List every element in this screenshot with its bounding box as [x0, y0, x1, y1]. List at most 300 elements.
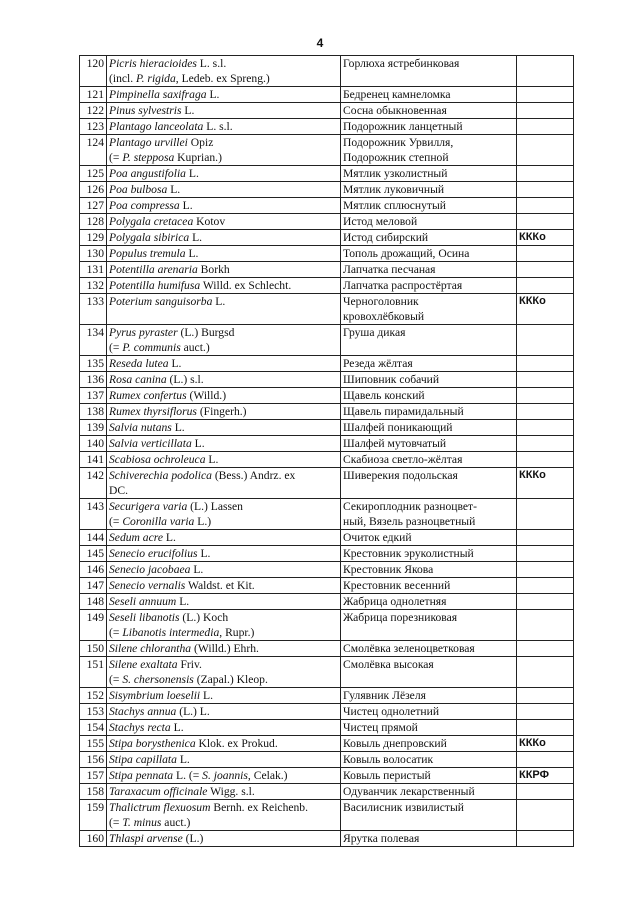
russian-name-line: Черноголовник — [343, 295, 419, 308]
conservation-status — [517, 704, 574, 720]
latin-name-line — [109, 720, 338, 735]
table-row — [80, 530, 574, 546]
species-table — [79, 55, 574, 847]
latin-name-line — [109, 688, 338, 703]
author-citation: (= — [109, 515, 123, 528]
russian-name-cell — [341, 230, 517, 246]
conservation-status — [517, 388, 574, 404]
russian-name-line: Шалфей мутовчатый — [343, 437, 447, 450]
conservation-status — [517, 610, 574, 641]
row-number: 134 — [80, 325, 107, 356]
row-number: 159 — [80, 800, 107, 831]
taxon-name: S. chersonensis — [122, 673, 194, 686]
author-citation: Kotov — [193, 215, 226, 228]
russian-name-cell — [341, 768, 517, 784]
author-citation: Willd. ex Schlecht. — [200, 279, 292, 292]
russian-name-cell — [341, 562, 517, 578]
author-citation: (L.) L. — [176, 705, 210, 718]
russian-name-cell — [341, 198, 517, 214]
author-citation: L. — [206, 88, 220, 101]
author-citation: L.) — [194, 515, 212, 528]
row-number: 158 — [80, 784, 107, 800]
conservation-status — [517, 372, 574, 388]
conservation-status — [517, 135, 574, 166]
conservation-status — [517, 404, 574, 420]
author-citation: (Zapal.) Kleop. — [193, 673, 268, 686]
taxon-name: T. minus — [122, 816, 162, 829]
conservation-status — [517, 436, 574, 452]
table-row — [80, 499, 574, 530]
russian-name-cell — [341, 546, 517, 562]
conservation-status — [517, 688, 574, 704]
russian-name-cell — [341, 103, 517, 119]
russian-name-cell — [341, 135, 517, 166]
taxon-name: Scabiosa ochroleuca — [109, 453, 206, 466]
latin-name-cell — [107, 56, 341, 87]
conservation-status — [517, 87, 574, 103]
russian-name-line: Жабрица порезниковая — [343, 611, 458, 624]
taxon-name: Schiverechia podolica — [109, 469, 212, 482]
taxon-name: Pyrus pyraster — [109, 326, 178, 339]
author-citation: L. — [170, 721, 184, 734]
latin-name-line — [109, 278, 338, 293]
latin-name-cell — [107, 404, 341, 420]
table-row — [80, 546, 574, 562]
conservation-status — [517, 278, 574, 294]
russian-name-cell — [341, 688, 517, 704]
latin-name-cell — [107, 214, 341, 230]
conservation-status — [517, 103, 574, 119]
taxon-name: Stachys recta — [109, 721, 171, 734]
latin-name-line — [109, 404, 338, 419]
russian-name-line: Василисник извилистый — [343, 801, 464, 814]
russian-name-line: Подорожник ланцетный — [343, 120, 463, 133]
latin-name-cell — [107, 325, 341, 356]
latin-name-cell — [107, 87, 341, 103]
latin-name-cell — [107, 103, 341, 119]
table-row — [80, 372, 574, 388]
russian-name-line: Крестовник Якова — [343, 563, 434, 576]
latin-name-line — [109, 815, 338, 830]
author-citation: (Willd.) Ehrh. — [191, 642, 259, 655]
conservation-status: КККо — [517, 468, 574, 499]
author-citation: Waldst. et Kit. — [185, 579, 255, 592]
russian-name-cell — [341, 704, 517, 720]
row-number: 132 — [80, 278, 107, 294]
latin-name-cell — [107, 452, 341, 468]
latin-name-cell — [107, 657, 341, 688]
table-row — [80, 388, 574, 404]
russian-name-line: Жабрица однолетняя — [343, 595, 447, 608]
latin-name-cell — [107, 800, 341, 831]
latin-name-line — [109, 784, 338, 799]
table-row — [80, 294, 574, 325]
latin-name-cell — [107, 166, 341, 182]
taxon-name: Senecio jacobaea — [109, 563, 191, 576]
latin-name-cell — [107, 262, 341, 278]
russian-name-line: Смолёвка зеленоцветковая — [343, 642, 475, 655]
table-row — [80, 436, 574, 452]
row-number: 124 — [80, 135, 107, 166]
row-number: 153 — [80, 704, 107, 720]
author-citation: (L.) Koch — [179, 611, 229, 624]
russian-name-line: Щавель конский — [343, 389, 425, 402]
author-citation: (Bess.) Andrz. ex — [211, 469, 296, 482]
latin-name-cell — [107, 768, 341, 784]
russian-name-cell — [341, 641, 517, 657]
table-row — [80, 135, 574, 166]
latin-name-line — [109, 452, 338, 467]
author-citation: (incl. — [109, 72, 137, 85]
russian-name-line: Смолёвка высокая — [343, 658, 434, 671]
conservation-status — [517, 214, 574, 230]
russian-name-cell — [341, 214, 517, 230]
row-number: 150 — [80, 641, 107, 657]
russian-name-cell — [341, 294, 517, 325]
russian-name-line: Ярутка полевая — [343, 832, 420, 845]
taxon-name: Seseli annuum — [109, 595, 177, 608]
russian-name-line: кровохлёбковый — [343, 310, 425, 323]
russian-name-line: Секироплодник разноцвет- — [343, 500, 477, 513]
taxon-name: Poa compressa — [109, 199, 180, 212]
russian-name-line: Щавель пирамидальный — [343, 405, 464, 418]
latin-name-cell — [107, 578, 341, 594]
taxon-name: Reseda lutea — [109, 357, 169, 370]
author-citation: Friv. — [177, 658, 202, 671]
row-number: 144 — [80, 530, 107, 546]
table-row — [80, 657, 574, 688]
table-row — [80, 736, 574, 752]
author-citation: L. — [200, 689, 214, 702]
taxon-name: P. stepposa — [122, 151, 175, 164]
russian-name-cell — [341, 499, 517, 530]
conservation-status — [517, 641, 574, 657]
table-row — [80, 246, 574, 262]
table-row — [80, 198, 574, 214]
conservation-status — [517, 578, 574, 594]
russian-name-line: Лапчатка распростёртая — [343, 279, 463, 292]
latin-name-line — [109, 246, 338, 261]
author-citation: L. — [189, 231, 203, 244]
latin-name-cell — [107, 246, 341, 262]
russian-name-cell — [341, 720, 517, 736]
taxon-name: Poa angustifolia — [109, 167, 186, 180]
taxon-name: Silene exaltata — [109, 658, 178, 671]
latin-name-cell — [107, 610, 341, 641]
conservation-status: ККРФ — [517, 768, 574, 784]
russian-name-line: Крестовник эруколистный — [343, 547, 474, 560]
russian-name-line: Крестовник весенний — [343, 579, 451, 592]
russian-name-line: Истод меловой — [343, 215, 418, 228]
russian-name-cell — [341, 657, 517, 688]
author-citation: auct.) — [161, 816, 191, 829]
latin-name-line — [109, 641, 338, 656]
latin-name-line — [109, 610, 338, 625]
table-row — [80, 641, 574, 657]
author-citation: Klok. ex Prokud. — [195, 737, 278, 750]
author-citation: (Willd.) — [186, 389, 227, 402]
conservation-status — [517, 182, 574, 198]
row-number: 137 — [80, 388, 107, 404]
author-citation: (= — [109, 151, 123, 164]
row-number: 157 — [80, 768, 107, 784]
russian-name-line: Гулявник Лёзеля — [343, 689, 426, 702]
russian-name-cell — [341, 800, 517, 831]
latin-name-line — [109, 356, 338, 371]
conservation-status — [517, 720, 574, 736]
taxon-name: Poa bulbosa — [109, 183, 168, 196]
conservation-status — [517, 420, 574, 436]
latin-name-line — [109, 87, 338, 102]
conservation-status — [517, 752, 574, 768]
conservation-status — [517, 246, 574, 262]
latin-name-line — [109, 166, 338, 181]
russian-name-cell — [341, 166, 517, 182]
russian-name-cell — [341, 356, 517, 372]
taxon-name: Plantago urvillei — [109, 136, 188, 149]
russian-name-line: Одуванчик лекарственный — [343, 785, 475, 798]
latin-name-line — [109, 514, 338, 529]
conservation-status — [517, 530, 574, 546]
latin-name-line — [109, 150, 338, 165]
russian-name-line: Мятлик узколистный — [343, 167, 448, 180]
row-number: 131 — [80, 262, 107, 278]
page-number: 4 — [316, 36, 324, 50]
russian-name-cell — [341, 736, 517, 752]
table-row — [80, 784, 574, 800]
russian-name-line: Подорожник степной — [343, 151, 449, 164]
latin-name-line — [109, 294, 338, 309]
conservation-status: КККо — [517, 294, 574, 325]
row-number: 120 — [80, 56, 107, 87]
latin-name-line — [109, 499, 338, 514]
russian-name-cell — [341, 404, 517, 420]
latin-name-line — [109, 372, 338, 387]
russian-name-line: Скабиоза светло-жёлтая — [343, 453, 463, 466]
table-row — [80, 214, 574, 230]
latin-name-line — [109, 230, 338, 245]
russian-name-cell — [341, 468, 517, 499]
latin-name-line — [109, 562, 338, 577]
row-number: 142 — [80, 468, 107, 499]
latin-name-line — [109, 340, 338, 355]
taxon-name: Pimpinella saxifraga — [109, 88, 207, 101]
latin-name-line — [109, 468, 338, 483]
latin-name-line — [109, 483, 338, 498]
table-row — [80, 119, 574, 135]
latin-name-line — [109, 657, 338, 672]
conservation-status — [517, 831, 574, 847]
conservation-status — [517, 198, 574, 214]
table-row — [80, 56, 574, 87]
taxon-name: Seseli libanotis — [109, 611, 180, 624]
taxon-name: S. joannis — [202, 769, 248, 782]
latin-name-cell — [107, 562, 341, 578]
russian-name-line: Ковыль днепровский — [343, 737, 447, 750]
russian-name-cell — [341, 182, 517, 198]
latin-name-cell — [107, 530, 341, 546]
latin-name-cell — [107, 468, 341, 499]
latin-name-line — [109, 800, 338, 815]
table-row — [80, 278, 574, 294]
latin-name-cell — [107, 135, 341, 166]
latin-name-line — [109, 388, 338, 403]
latin-name-cell — [107, 736, 341, 752]
row-number: 141 — [80, 452, 107, 468]
author-citation: L. — [179, 199, 193, 212]
author-citation: Borkh — [197, 263, 230, 276]
author-citation: L. s.l. — [203, 120, 233, 133]
conservation-status — [517, 546, 574, 562]
author-citation: L. — [167, 183, 181, 196]
author-citation: L. — [190, 563, 204, 576]
russian-name-cell — [341, 578, 517, 594]
russian-name-cell — [341, 325, 517, 356]
author-citation: auct.) — [180, 341, 210, 354]
row-number: 136 — [80, 372, 107, 388]
taxon-name: Rosa canina — [109, 373, 167, 386]
author-citation: (= — [109, 341, 123, 354]
taxon-name: Salvia nutans — [109, 421, 172, 434]
row-number: 155 — [80, 736, 107, 752]
author-citation: L. — [197, 547, 211, 560]
conservation-status — [517, 562, 574, 578]
taxon-name: Polygala sibirica — [109, 231, 190, 244]
author-citation: (L.) s.l. — [166, 373, 204, 386]
author-citation: , Ledeb. ex Spreng.) — [175, 72, 270, 85]
conservation-status — [517, 784, 574, 800]
latin-name-line — [109, 182, 338, 197]
latin-name-line — [109, 103, 338, 118]
latin-name-cell — [107, 119, 341, 135]
author-citation: L. — [185, 247, 199, 260]
taxon-name: Potentilla humifusa — [109, 279, 201, 292]
latin-name-cell — [107, 230, 341, 246]
row-number: 149 — [80, 610, 107, 641]
latin-name-line — [109, 546, 338, 561]
table-row — [80, 356, 574, 372]
latin-name-cell — [107, 641, 341, 657]
table-row — [80, 103, 574, 119]
table-row — [80, 404, 574, 420]
latin-name-line — [109, 831, 338, 846]
taxon-name: Picris hieracioides — [109, 57, 197, 70]
latin-name-cell — [107, 388, 341, 404]
author-citation: (= — [109, 626, 123, 639]
taxon-name: Sedum acre — [109, 531, 163, 544]
latin-name-cell — [107, 356, 341, 372]
row-number: 156 — [80, 752, 107, 768]
conservation-status: КККо — [517, 736, 574, 752]
row-number: 143 — [80, 499, 107, 530]
latin-name-cell — [107, 372, 341, 388]
taxon-name: Poterium sanguisorba — [109, 295, 213, 308]
author-citation: L. — [176, 753, 190, 766]
russian-name-line: ный, Вязель разноцветный — [343, 515, 476, 528]
author-citation: L. — [212, 295, 226, 308]
conservation-status — [517, 657, 574, 688]
russian-name-cell — [341, 530, 517, 546]
row-number: 133 — [80, 294, 107, 325]
author-citation: L. — [191, 437, 205, 450]
taxon-name: Rumex thyrsiflorus — [109, 405, 197, 418]
russian-name-line: Ковыль перистый — [343, 769, 431, 782]
table-row — [80, 420, 574, 436]
latin-name-line — [109, 672, 338, 687]
latin-name-line — [109, 262, 338, 277]
row-number: 145 — [80, 546, 107, 562]
russian-name-line: Истод сибирский — [343, 231, 429, 244]
author-citation: Wigg. s.l. — [207, 785, 255, 798]
russian-name-line: Шиверекия подольская — [343, 469, 458, 482]
russian-name-line: Шалфей поникающий — [343, 421, 453, 434]
row-number: 135 — [80, 356, 107, 372]
conservation-status — [517, 356, 574, 372]
row-number: 138 — [80, 404, 107, 420]
table-row — [80, 325, 574, 356]
taxon-name: Stachys annua — [109, 705, 177, 718]
latin-name-line — [109, 119, 338, 134]
author-citation: DC. — [109, 484, 129, 497]
author-citation: Opiz — [187, 136, 214, 149]
author-citation: , Rupr.) — [219, 626, 255, 639]
latin-name-cell — [107, 688, 341, 704]
table-row — [80, 562, 574, 578]
latin-name-cell — [107, 752, 341, 768]
russian-name-line: Чистец однолетний — [343, 705, 440, 718]
row-number: 152 — [80, 688, 107, 704]
russian-name-cell — [341, 372, 517, 388]
author-citation: Kuprian.) — [174, 151, 222, 164]
taxon-name: Stipa pennata — [109, 769, 174, 782]
table-row — [80, 87, 574, 103]
russian-name-line: Ковыль волосатик — [343, 753, 434, 766]
author-citation: L. s.l. — [196, 57, 227, 70]
latin-name-cell — [107, 720, 341, 736]
author-citation: L. — [168, 357, 182, 370]
russian-name-line: Мятлик сплюснутый — [343, 199, 446, 212]
row-number: 121 — [80, 87, 107, 103]
russian-name-cell — [341, 784, 517, 800]
latin-name-cell — [107, 436, 341, 452]
row-number: 126 — [80, 182, 107, 198]
latin-name-cell — [107, 546, 341, 562]
author-citation: L. — [205, 453, 219, 466]
author-citation: (L.) — [182, 832, 204, 845]
latin-name-line — [109, 214, 338, 229]
row-number: 122 — [80, 103, 107, 119]
conservation-status — [517, 166, 574, 182]
latin-name-cell — [107, 784, 341, 800]
taxon-name: Plantago lanceolata — [109, 120, 204, 133]
russian-name-cell — [341, 56, 517, 87]
taxon-name: P. rigida — [136, 72, 176, 85]
author-citation: , Celak.) — [247, 769, 288, 782]
table-row — [80, 578, 574, 594]
latin-name-line — [109, 198, 338, 213]
table-row — [80, 768, 574, 784]
conservation-status — [517, 119, 574, 135]
conservation-status — [517, 56, 574, 87]
russian-name-cell — [341, 278, 517, 294]
table-row — [80, 800, 574, 831]
table-row — [80, 752, 574, 768]
row-number: 154 — [80, 720, 107, 736]
latin-name-line — [109, 135, 338, 150]
taxon-name: Pinus sylvestris — [109, 104, 182, 117]
russian-name-line: Тополь дрожащий, Осина — [343, 247, 470, 260]
taxon-name: Silene chlorantha — [109, 642, 192, 655]
